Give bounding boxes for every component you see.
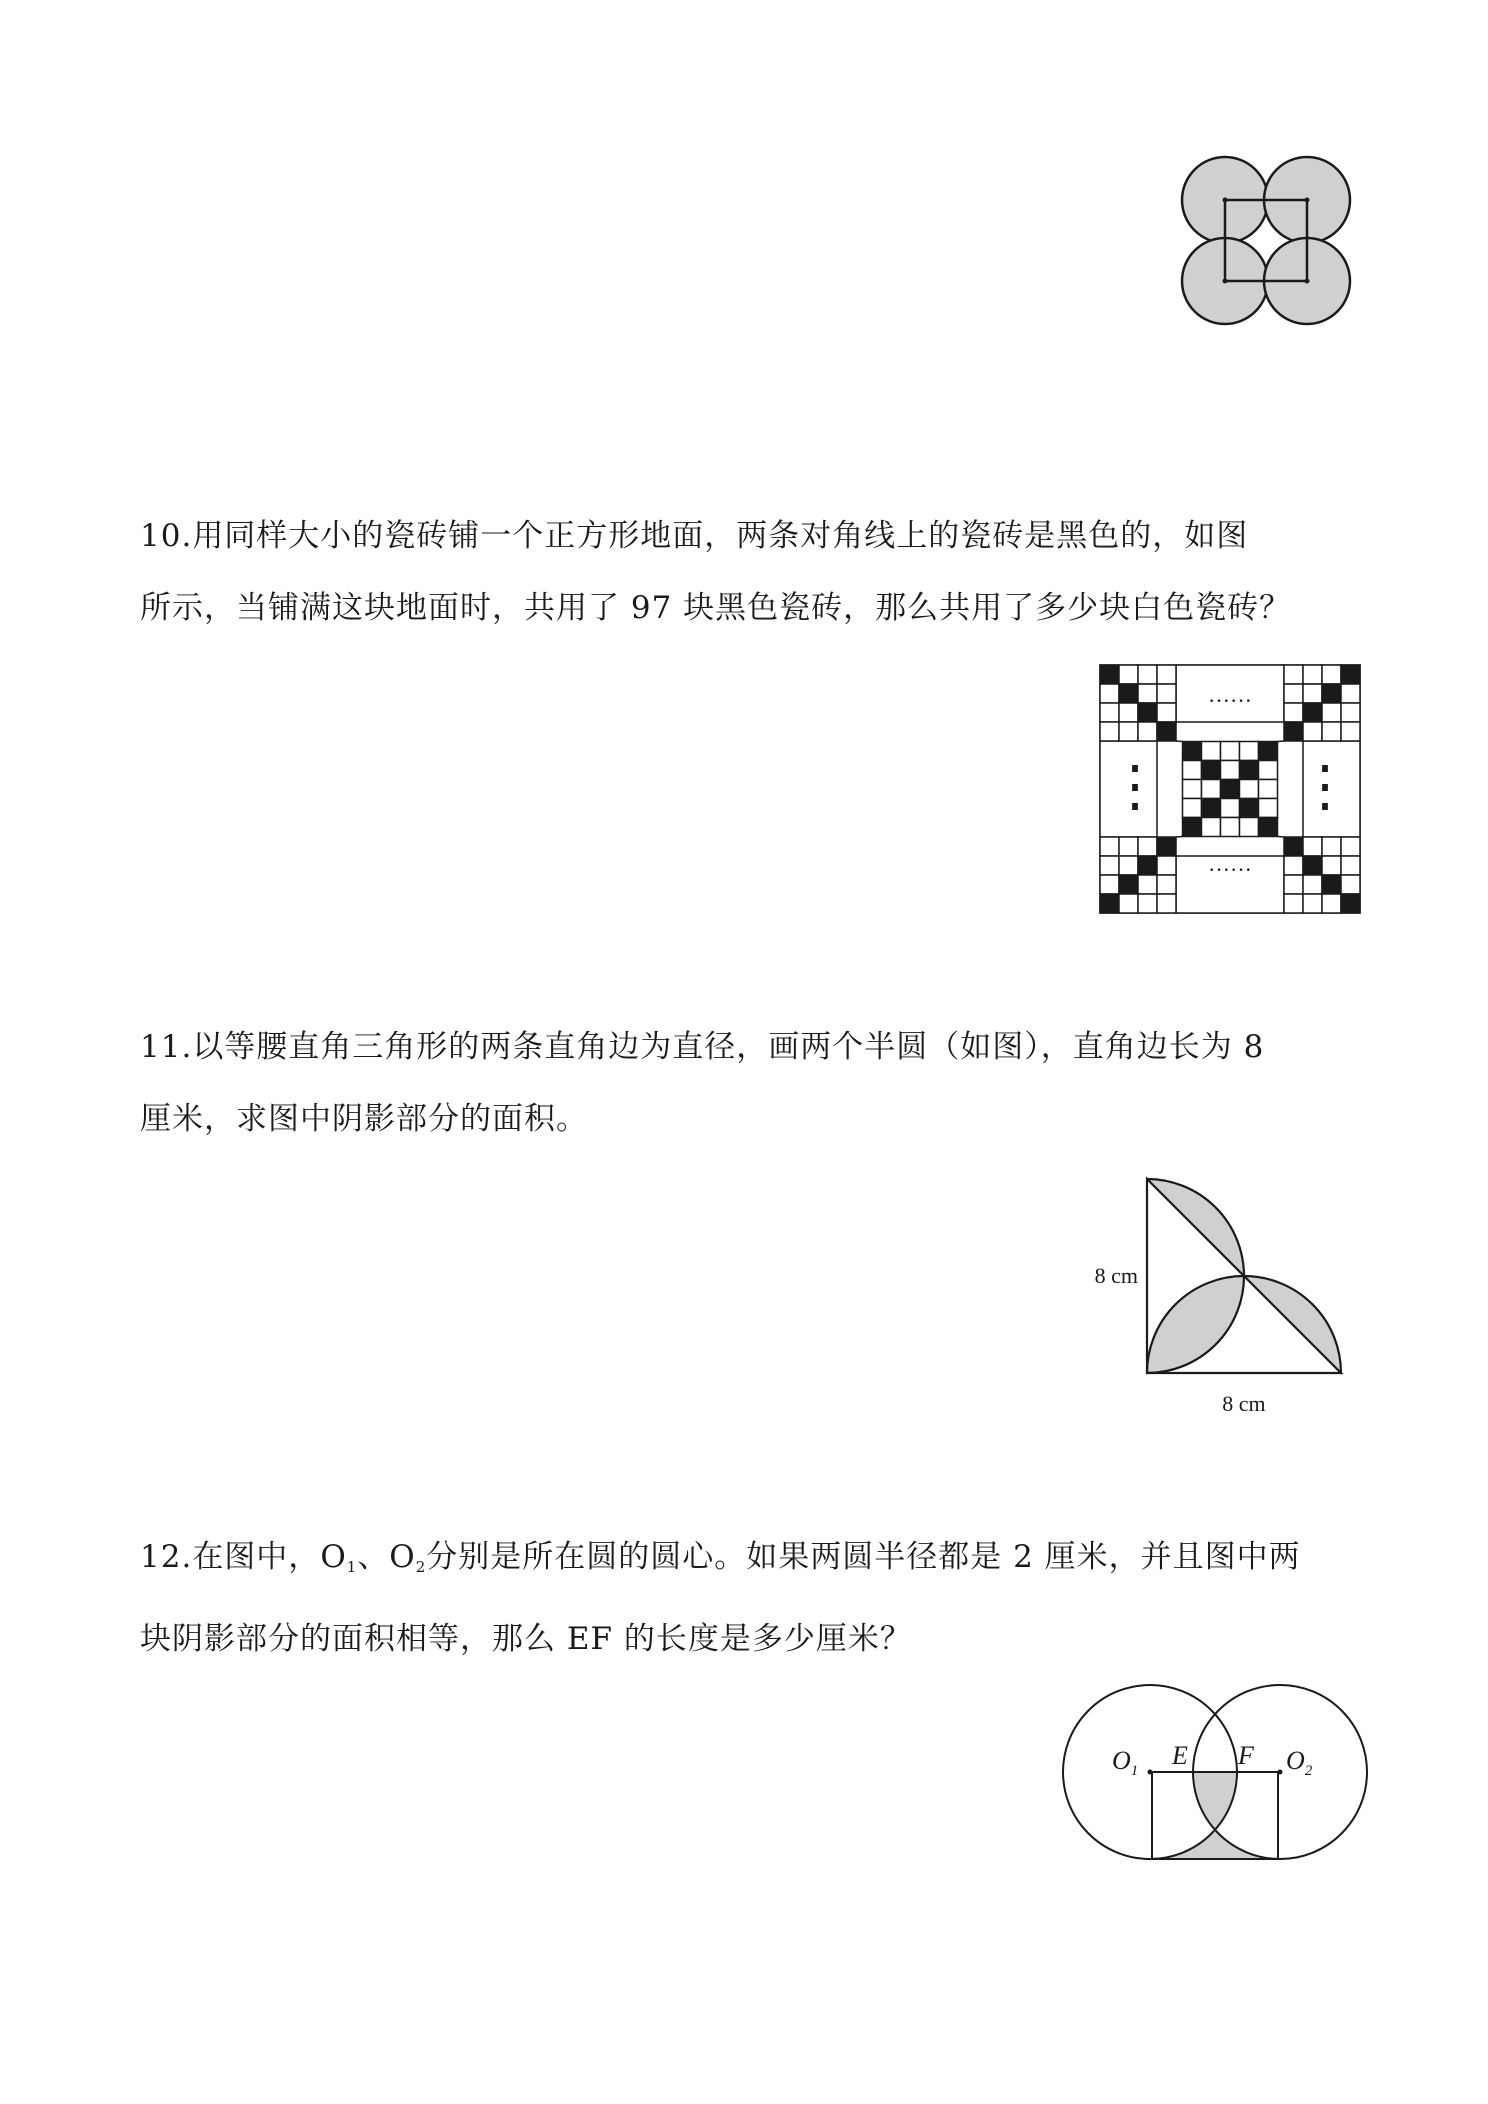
white-tile bbox=[1240, 742, 1259, 761]
white-tile bbox=[1183, 799, 1202, 818]
white-tile bbox=[1157, 875, 1176, 894]
white-tile bbox=[1100, 856, 1119, 875]
white-tile bbox=[1183, 780, 1202, 799]
white-tile bbox=[1157, 684, 1176, 703]
white-tile bbox=[1138, 837, 1157, 856]
question-number: 12. bbox=[140, 1539, 193, 1575]
white-tile bbox=[1341, 722, 1360, 741]
black-tile bbox=[1322, 684, 1341, 703]
question-text: 分别是所在圆的圆心。如果两圆半径都是 2 厘米，并且图中两 bbox=[426, 1539, 1301, 1575]
white-tile bbox=[1341, 703, 1360, 722]
separator: 、 bbox=[357, 1539, 390, 1575]
white-tile bbox=[1284, 875, 1303, 894]
white-tile bbox=[1322, 894, 1341, 913]
diagonal-connector bbox=[1176, 741, 1183, 742]
side-label-bottom: 8 cm bbox=[1222, 1391, 1266, 1416]
white-tile bbox=[1202, 818, 1221, 837]
black-tile bbox=[1138, 703, 1157, 722]
four-circles-figure bbox=[1170, 150, 1370, 335]
black-tile bbox=[1119, 684, 1138, 703]
white-tile bbox=[1284, 684, 1303, 703]
black-tile bbox=[1284, 837, 1303, 856]
white-tile bbox=[1119, 703, 1138, 722]
white-tile bbox=[1303, 875, 1322, 894]
white-tile bbox=[1303, 722, 1322, 741]
question-number: 10. bbox=[140, 518, 193, 554]
question-12-line-1 bbox=[140, 1521, 1370, 1603]
o1-symbol: O bbox=[320, 1539, 347, 1575]
tile-pattern-figure bbox=[1095, 660, 1365, 920]
white-tile bbox=[1138, 665, 1157, 684]
black-tile bbox=[1221, 780, 1240, 799]
o2-symbol: O bbox=[389, 1539, 416, 1575]
question-11 bbox=[140, 1011, 1370, 1155]
question-12 bbox=[140, 1521, 1370, 1675]
white-tile bbox=[1119, 722, 1138, 741]
question-12-line-2: 块阴影部分的面积相等，那么 EF 的长度是多少厘米？ bbox=[140, 1621, 912, 1657]
black-tile bbox=[1183, 818, 1202, 837]
white-tile bbox=[1221, 761, 1240, 780]
black-tile bbox=[1138, 856, 1157, 875]
label-e: E bbox=[1172, 1741, 1188, 1770]
black-tile bbox=[1259, 742, 1278, 761]
white-tile bbox=[1221, 799, 1240, 818]
white-tile bbox=[1284, 894, 1303, 913]
white-tile bbox=[1322, 856, 1341, 875]
black-tile bbox=[1100, 894, 1119, 913]
black-tile bbox=[1259, 818, 1278, 837]
diagonal-connector bbox=[1176, 837, 1183, 838]
white-tile bbox=[1119, 665, 1138, 684]
white-tile bbox=[1119, 856, 1138, 875]
white-tile bbox=[1202, 780, 1221, 799]
white-tile bbox=[1341, 875, 1360, 894]
white-tile bbox=[1240, 780, 1259, 799]
black-tile bbox=[1341, 665, 1360, 684]
white-tile bbox=[1221, 742, 1240, 761]
question-text: 在图中， bbox=[192, 1539, 321, 1575]
o2-subscript: 2 bbox=[415, 1558, 427, 1576]
question-11-line-2: 厘米，求图中阴影部分的面积。 bbox=[140, 1101, 588, 1137]
o1-subscript: 1 bbox=[346, 1558, 358, 1576]
black-tile bbox=[1240, 761, 1259, 780]
white-tile bbox=[1322, 722, 1341, 741]
white-tile bbox=[1303, 894, 1322, 913]
white-tile bbox=[1240, 818, 1259, 837]
black-tile bbox=[1202, 799, 1221, 818]
white-tile bbox=[1284, 703, 1303, 722]
white-tile bbox=[1341, 856, 1360, 875]
black-tile bbox=[1303, 856, 1322, 875]
white-tile bbox=[1138, 722, 1157, 741]
black-tile bbox=[1183, 742, 1202, 761]
question-10-line-1 bbox=[140, 500, 1370, 572]
white-tile bbox=[1303, 837, 1322, 856]
white-tile bbox=[1157, 856, 1176, 875]
label-f: F bbox=[1238, 1741, 1254, 1770]
question-text: 以等腰直角三角形的两条直角边为直径，画两个半圆（如图），直角边长为 8 bbox=[192, 1029, 1265, 1065]
white-tile bbox=[1157, 665, 1176, 684]
dots-right: ⋮ bbox=[1297, 756, 1353, 818]
dots-left: ⋮ bbox=[1107, 756, 1163, 818]
black-tile bbox=[1202, 761, 1221, 780]
triangle-semicircles-figure bbox=[1060, 1175, 1360, 1425]
diagonal-connector bbox=[1278, 741, 1285, 742]
question-10-line-2: 所示，当铺满这块地面时，共用了 97 块黑色瓷砖，那么共用了多少块白色瓷砖？ bbox=[140, 590, 1292, 626]
white-tile bbox=[1322, 665, 1341, 684]
white-tile bbox=[1157, 703, 1176, 722]
question-11-line-1 bbox=[140, 1011, 1370, 1083]
dots-top: ······ bbox=[1208, 688, 1252, 713]
two-circles-figure bbox=[1060, 1680, 1370, 1865]
shaded-bottom-region bbox=[1152, 1829, 1278, 1859]
white-tile bbox=[1284, 856, 1303, 875]
black-tile bbox=[1303, 703, 1322, 722]
label-o1: $O_1$ bbox=[1112, 1746, 1139, 1779]
white-tile bbox=[1221, 818, 1240, 837]
white-tile bbox=[1100, 722, 1119, 741]
white-tile bbox=[1138, 684, 1157, 703]
white-tile bbox=[1202, 742, 1221, 761]
black-tile bbox=[1341, 894, 1360, 913]
white-tile bbox=[1303, 665, 1322, 684]
black-tile bbox=[1100, 665, 1119, 684]
black-tile bbox=[1157, 837, 1176, 856]
question-10 bbox=[140, 500, 1370, 644]
white-tile bbox=[1259, 761, 1278, 780]
black-tile bbox=[1284, 722, 1303, 741]
side-label-left: 8 cm bbox=[1094, 1263, 1138, 1288]
white-tile bbox=[1341, 684, 1360, 703]
white-tile bbox=[1138, 894, 1157, 913]
white-tile bbox=[1284, 665, 1303, 684]
white-tile bbox=[1100, 837, 1119, 856]
white-tile bbox=[1100, 684, 1119, 703]
white-tile bbox=[1259, 780, 1278, 799]
question-text: 用同样大小的瓷砖铺一个正方形地面，两条对角线上的瓷砖是黑色的，如图 bbox=[192, 518, 1249, 554]
question-number: 11. bbox=[140, 1029, 193, 1065]
white-tile bbox=[1119, 837, 1138, 856]
black-tile bbox=[1240, 799, 1259, 818]
white-tile bbox=[1119, 894, 1138, 913]
white-tile bbox=[1259, 799, 1278, 818]
white-tile bbox=[1322, 837, 1341, 856]
black-tile bbox=[1119, 875, 1138, 894]
black-tile bbox=[1322, 875, 1341, 894]
white-tile bbox=[1138, 875, 1157, 894]
black-tile bbox=[1157, 722, 1176, 741]
white-tile bbox=[1303, 684, 1322, 703]
white-tile bbox=[1183, 761, 1202, 780]
white-tile bbox=[1341, 837, 1360, 856]
dots-bottom: ······ bbox=[1208, 857, 1252, 882]
label-o2: $O_2$ bbox=[1286, 1746, 1313, 1779]
white-tile bbox=[1100, 703, 1119, 722]
white-tile bbox=[1322, 703, 1341, 722]
white-tile bbox=[1100, 875, 1119, 894]
white-tile bbox=[1157, 894, 1176, 913]
diagonal-connector bbox=[1278, 837, 1285, 838]
